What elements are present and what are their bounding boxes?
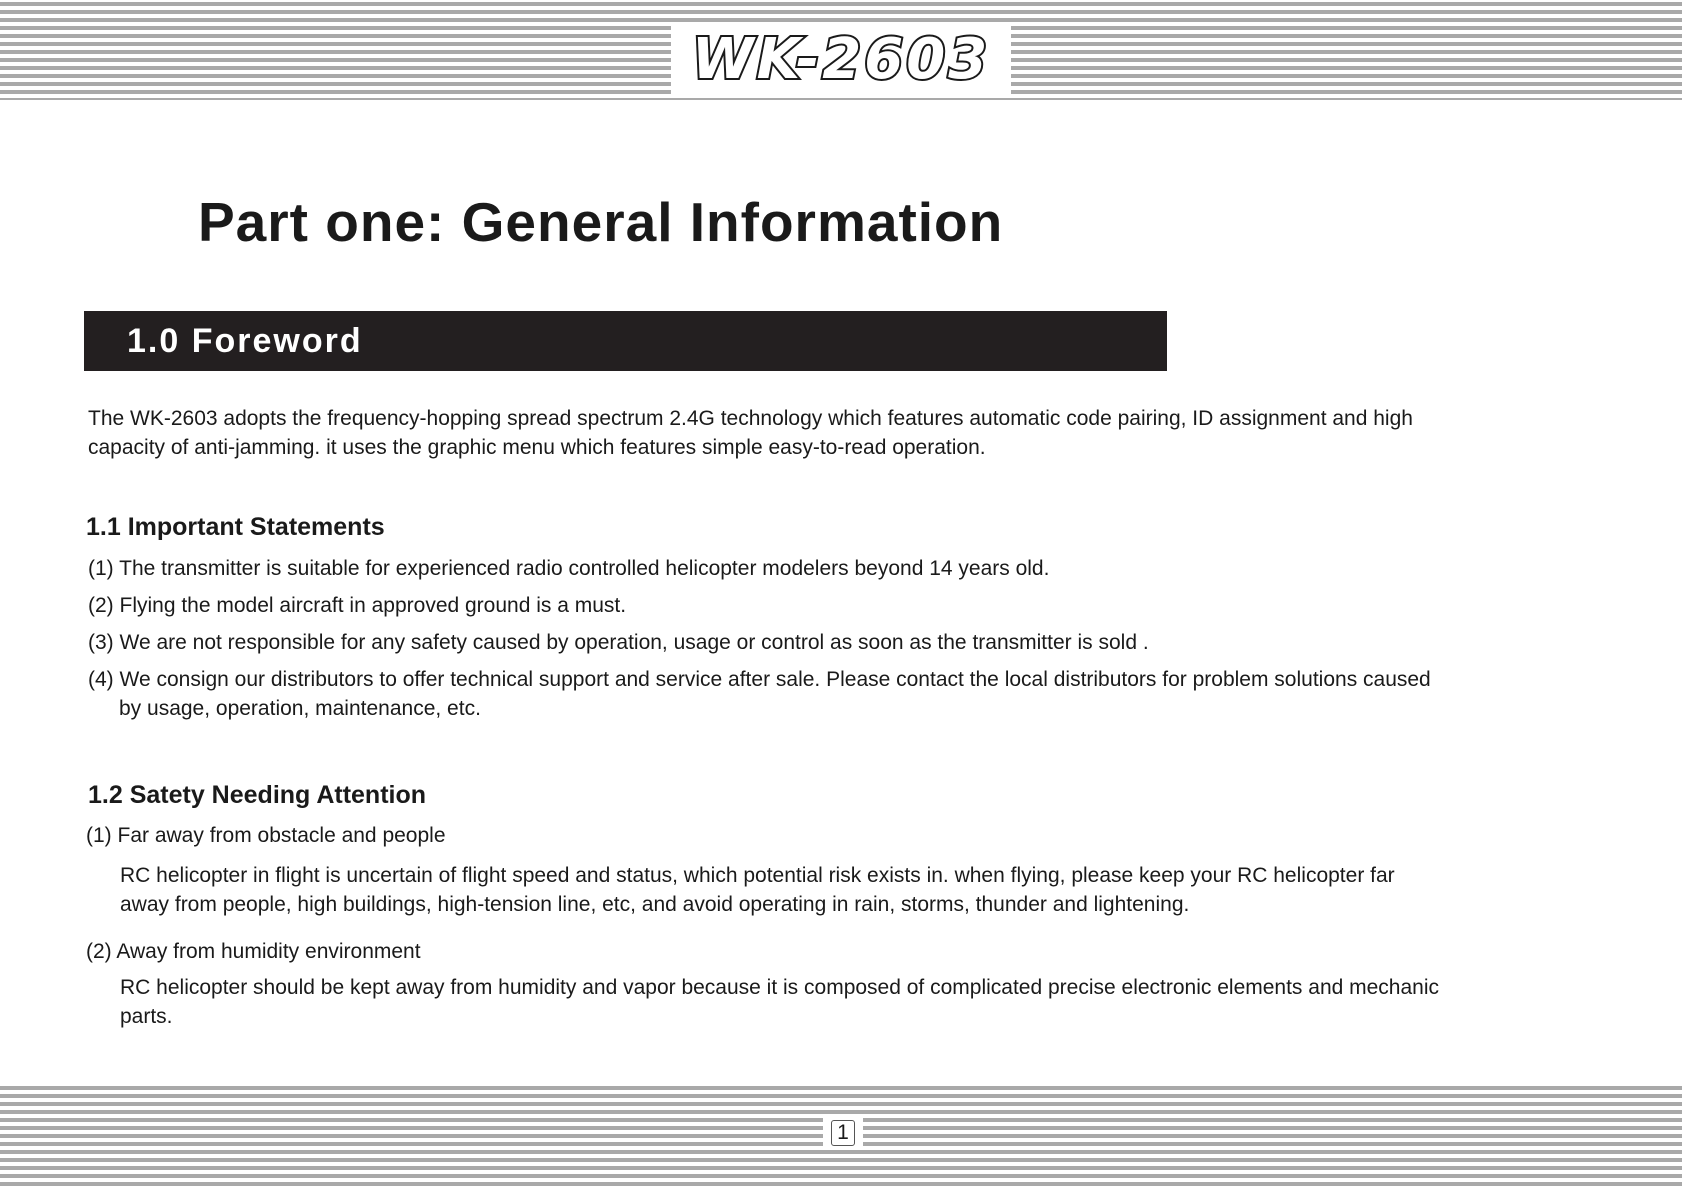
safety-subheading-1: (1) Far away from obstacle and people bbox=[86, 824, 446, 847]
page-number: 1 bbox=[831, 1120, 855, 1146]
section-heading-foreword: 1.0 Foreword bbox=[84, 311, 1167, 371]
section-heading-important: 1.1 Important Statements bbox=[86, 513, 385, 541]
safety-subheading-2: (2) Away from humidity environment bbox=[86, 940, 421, 963]
statement-item: (3) We are not responsible for any safety caused by operation, usage or control as soon as the transmitter is sold . bbox=[88, 631, 1149, 654]
safety-text-2-line-2: parts. bbox=[120, 1005, 173, 1028]
wk-2603-logo bbox=[676, 28, 1006, 90]
page-title: Part one: General Information bbox=[198, 191, 1004, 253]
page-number-container bbox=[823, 1118, 863, 1148]
statement-item: (1) The transmitter is suitable for experienced radio controlled helicopter modelers beyond 14 years old. bbox=[88, 557, 1050, 580]
statement-item-continuation: by usage, operation, maintenance, etc. bbox=[119, 697, 481, 720]
foreword-body bbox=[88, 404, 1568, 462]
safety-text-1-line-1: RC helicopter in flight is uncertain of flight speed and status, which potential risk exists in. when flying, please keep your RC helicopter far bbox=[120, 864, 1395, 887]
statement-item: (2) Flying the model aircraft in approved ground is a must. bbox=[88, 594, 627, 617]
foreword-line-1: The WK-2603 adopts the frequency-hopping spread spectrum 2.4G technology which features automatic code pairing, ID assignment and high bbox=[88, 407, 1413, 430]
safety-text-2-line-1: RC helicopter should be kept away from humidity and vapor because it is composed of complicated precise electronic elements and mechanic bbox=[120, 976, 1440, 999]
statement-item: (4) We consign our distributors to offer technical support and service after sale. Please contact the local distributors for problem solutions caused bbox=[88, 668, 1431, 691]
safety-text-1-line-2: away from people, high buildings, high-tension line, etc, and avoid operating in rain, storms, thunder and lightening. bbox=[120, 893, 1190, 916]
section-heading-safety: 1.2 Satety Needing Attention bbox=[88, 781, 427, 809]
logo-text: WK-2603 bbox=[691, 28, 991, 90]
brand-logo bbox=[671, 24, 1011, 94]
foreword-line-2: capacity of anti-jamming. it uses the graphic menu which features simple easy-to-read operation. bbox=[88, 436, 986, 459]
